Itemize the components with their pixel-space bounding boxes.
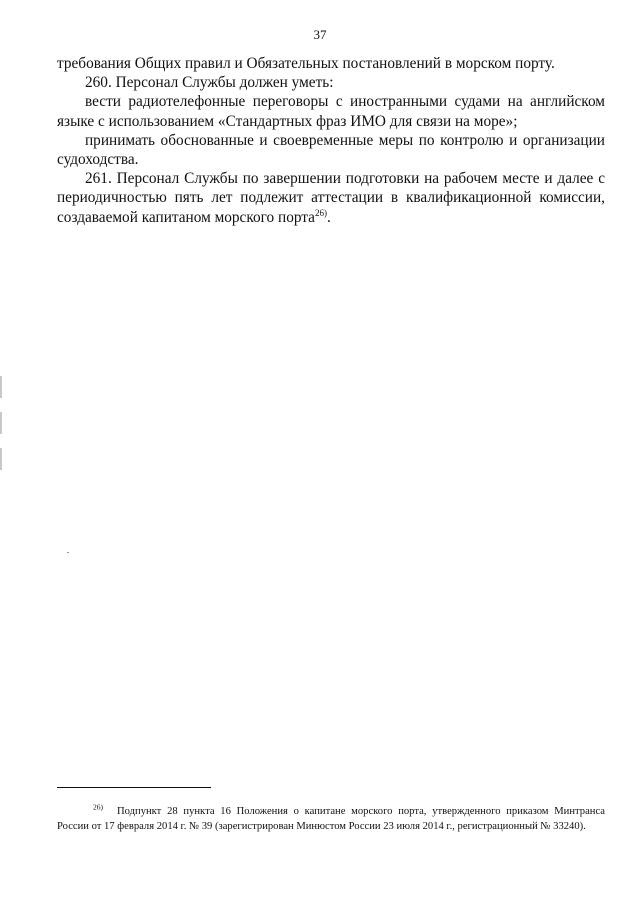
footnote-divider xyxy=(57,787,211,788)
footnote-text: Подпункт 28 пункта 16 Положения о капитане морского порта, утвержденного приказом Минтранса России от 17 февраля 2014 г. № 39 (зарегистрирован Минюстом России 23 июля 2014 г., регистрационный № 33240). xyxy=(57,806,605,832)
scan-margin-mark xyxy=(0,376,2,398)
page-number: 37 xyxy=(313,27,327,42)
footnote-marker: 26) xyxy=(93,802,103,812)
paragraph-261-trailing: . xyxy=(326,208,331,226)
paragraph-261-text: 261. Персонал Службы по завершении подготовки на рабочем месте и далее с периодичностью пять лет подлежит аттестации в квалификационной комиссии, создаваемой капитаном морского порта xyxy=(57,170,605,226)
paragraph-continuation: требования Общих правил и Обязательных постановлений в морском порту. xyxy=(57,55,555,72)
scan-margin-mark xyxy=(0,448,2,470)
paragraph-261 xyxy=(57,169,605,227)
scan-speck xyxy=(67,552,69,553)
footnote-reference[interactable]: 26) xyxy=(314,207,327,218)
paragraph-measures: принимать обоснованные и своевременные меры по контролю и организации судоходства. xyxy=(57,131,605,169)
footnote xyxy=(57,804,605,834)
paragraph-radiotelephone: вести радиотелефонные переговоры с иностранными судами на английском языке с использованием «Стандартных фраз ИМО для связи на море»; xyxy=(57,93,605,130)
scan-margin-mark xyxy=(0,412,2,434)
paragraph-260: 260. Персонал Службы должен уметь: xyxy=(85,74,334,92)
document-body xyxy=(57,54,605,227)
